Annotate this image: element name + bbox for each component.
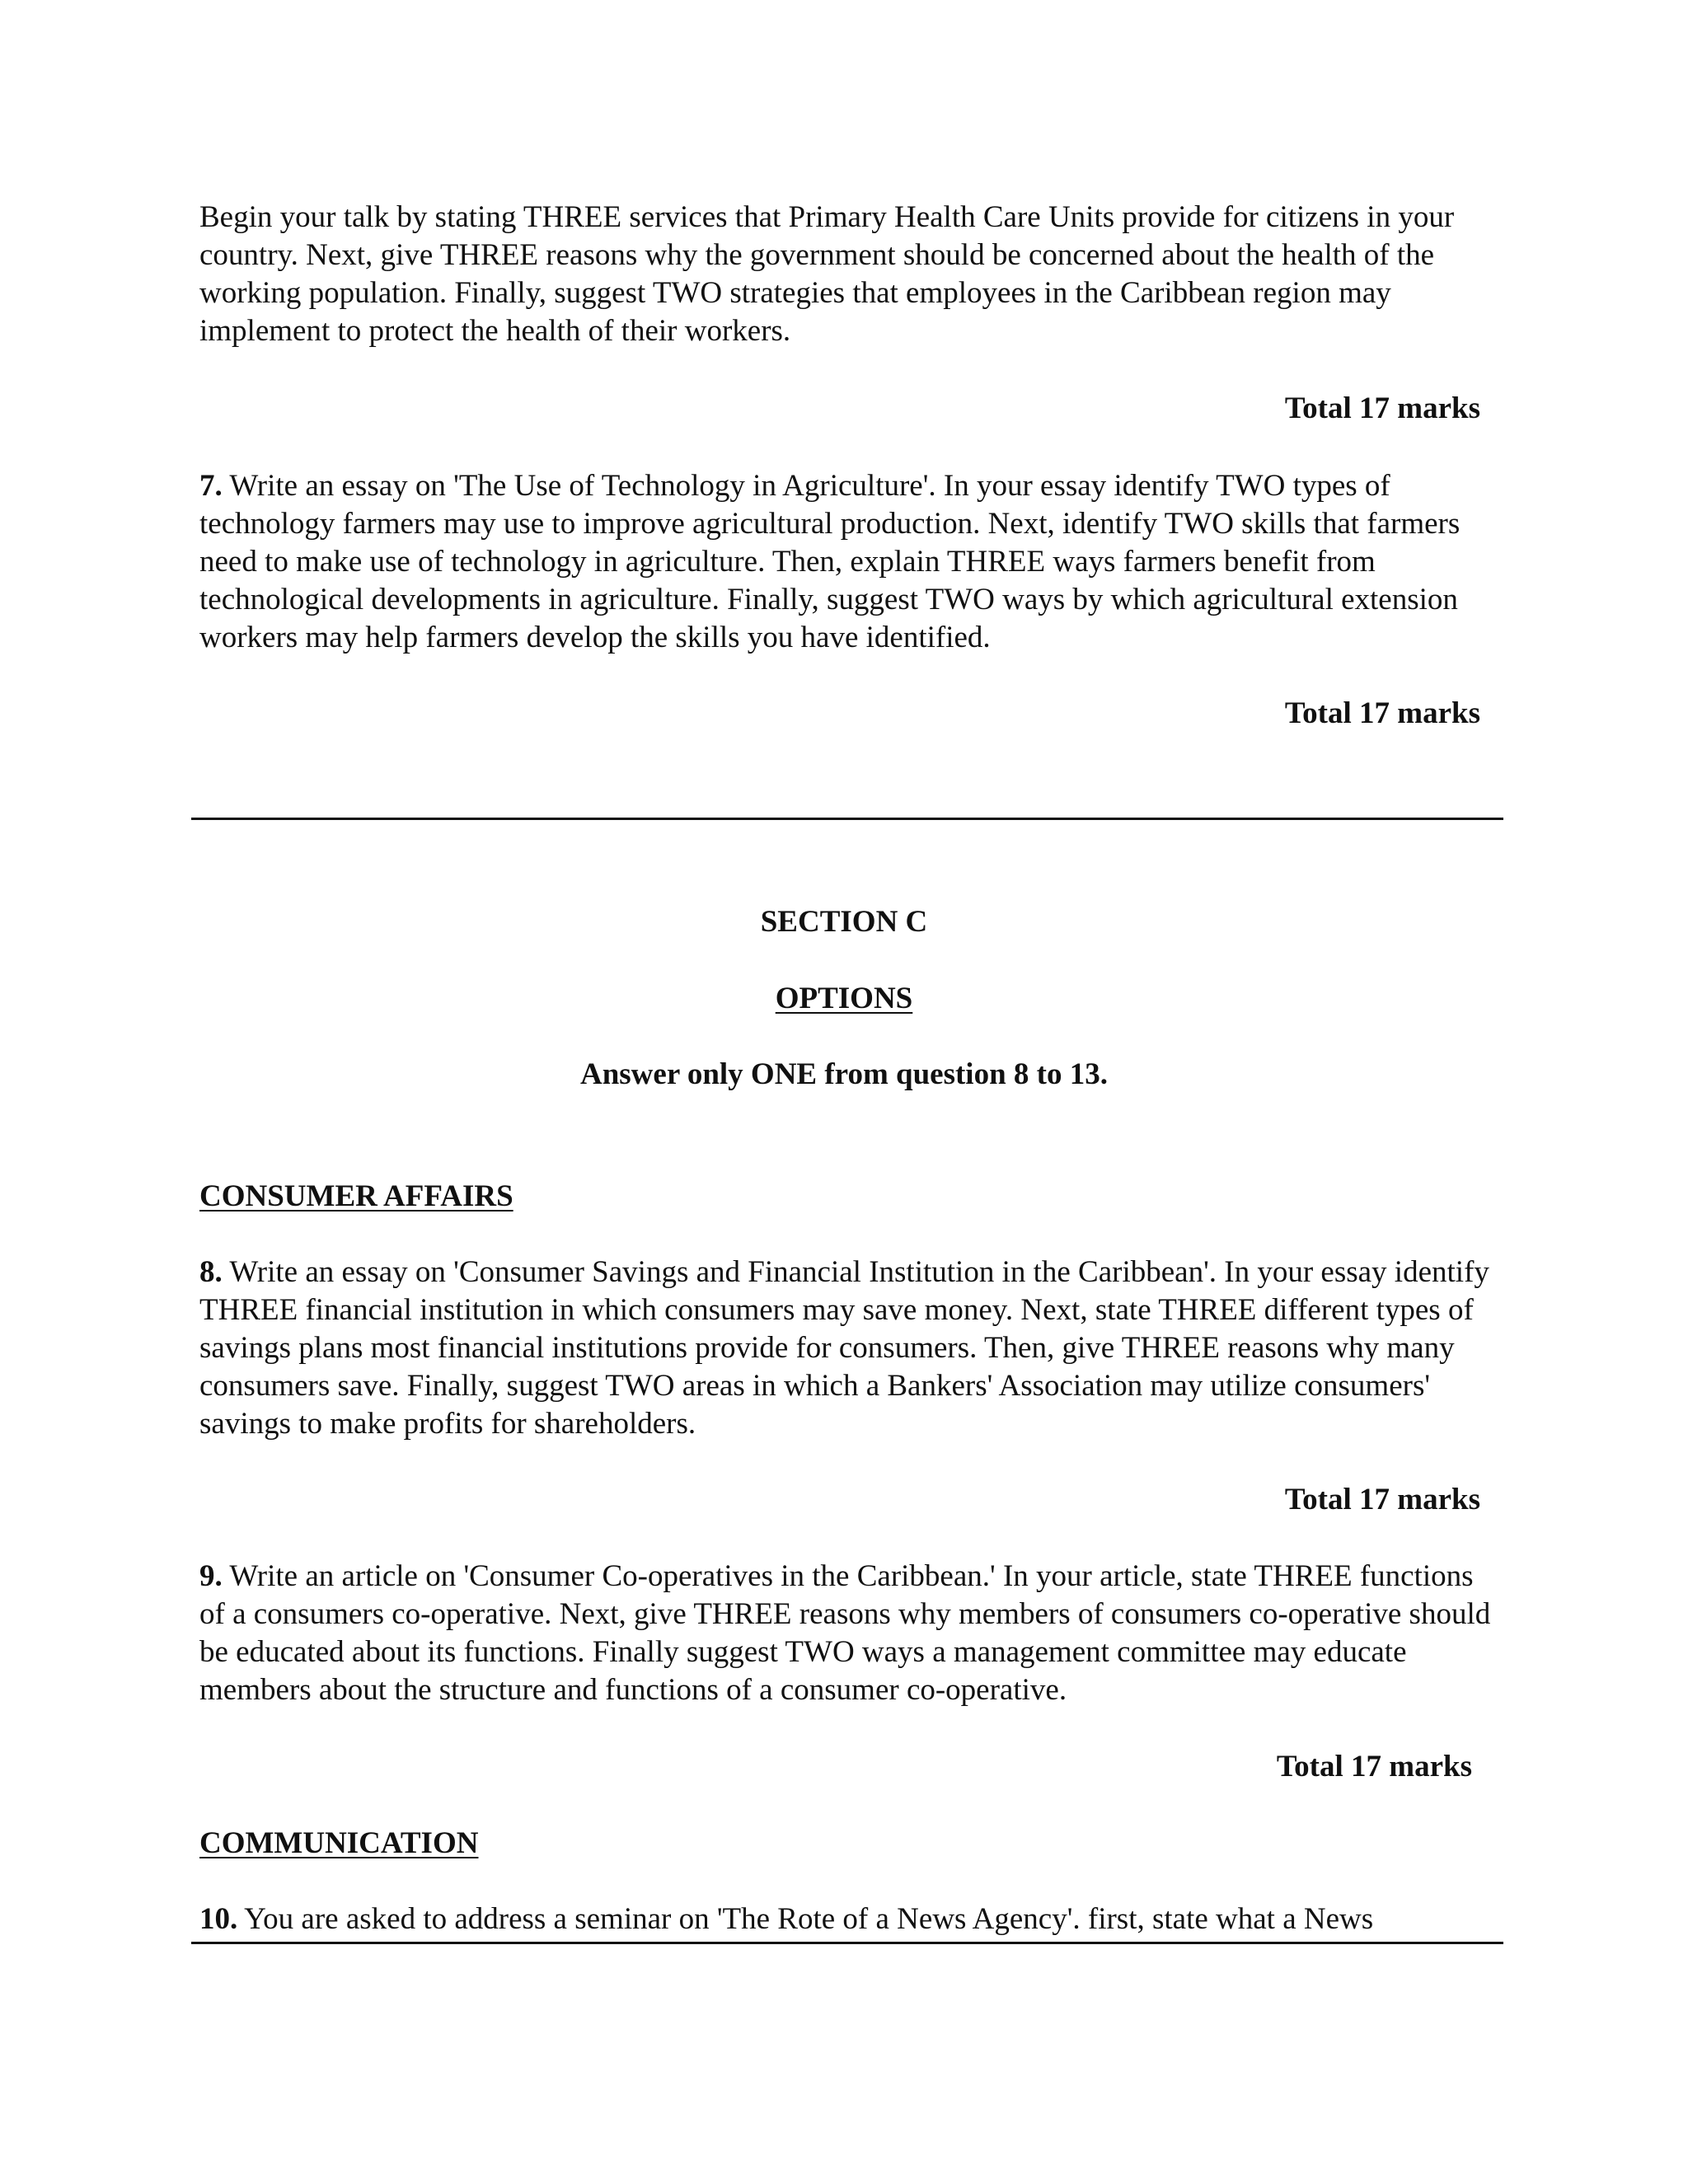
question-7-number: 7. [199,469,223,503]
question-7-total-marks: Total 17 marks [1284,696,1480,730]
question-9-total-marks: Total 17 marks [1276,1750,1472,1783]
question-6-total-marks: Total 17 marks [1284,391,1480,425]
section-instruction: Answer only ONE from question 8 to 13. [579,1057,1108,1091]
question-9-text: Write an article on 'Consumer Co-operatives in the Caribbean.' In your article, state THREE functions of a consumers co-operative. Next, give THREE reasons why members of consumers co-operative should be educated about its functions. Finally suggest TWO ways a management committee may educate members about the structure and functions of a consumer co-operative. [199,1559,1491,1707]
question-6-continuation [199,199,1502,350]
question-10-text: You are asked to address a seminar on 'The Rote of a News Agency'. first, state what a News [244,1902,1374,1936]
question-10-number: 10. [199,1902,238,1936]
section-title: SECTION C [760,905,928,939]
page-bottom-rule [191,1942,1503,1944]
question-6-text: Begin your talk by stating THREE services that Primary Health Care Units provide for citizens in your country. Next, give THREE reasons why the government should be concerned about the health of the working population. Finally, suggest TWO strategies that employees in the Caribbean region may implement to protect the health of their workers. [199,200,1455,348]
question-8-number: 8. [199,1255,223,1289]
question-7 [199,467,1502,657]
communication-heading: COMMUNICATION [199,1826,479,1860]
question-7-text: Write an essay on 'The Use of Technology in Agriculture'. In your essay identify TWO types of technology farmers may use to improve agricultural production. Next, identify TWO skills that farmers need to make use of technology in agriculture. Then, explain THREE ways farmers benefit from technological developments in agriculture. Finally, suggest TWO ways by which agricultural extension workers may help farmers develop the skills you have identified. [199,469,1461,654]
question-8-text: Write an essay on 'Consumer Savings and Financial Institution in the Caribbean'. In your essay identify THREE financial institution in which consumers may save money. Next, state THREE different types of savings plans most financial institutions provide for consumers. Then, give THREE reasons why many consumers save. Finally, suggest TWO areas in which a Bankers' Association may utilize consumers' savings to make profits for shareholders. [199,1255,1489,1441]
question-8-total-marks: Total 17 marks [1284,1483,1480,1516]
consumer-affairs-heading: CONSUMER AFFAIRS [199,1179,513,1213]
question-8 [199,1254,1502,1443]
question-9 [199,1558,1502,1709]
question-9-number: 9. [199,1559,223,1593]
section-subtitle: OPTIONS [775,982,913,1015]
section-subtitle-wrap [0,980,1688,1018]
question-10 [199,1900,1502,1938]
section-divider [191,818,1503,820]
